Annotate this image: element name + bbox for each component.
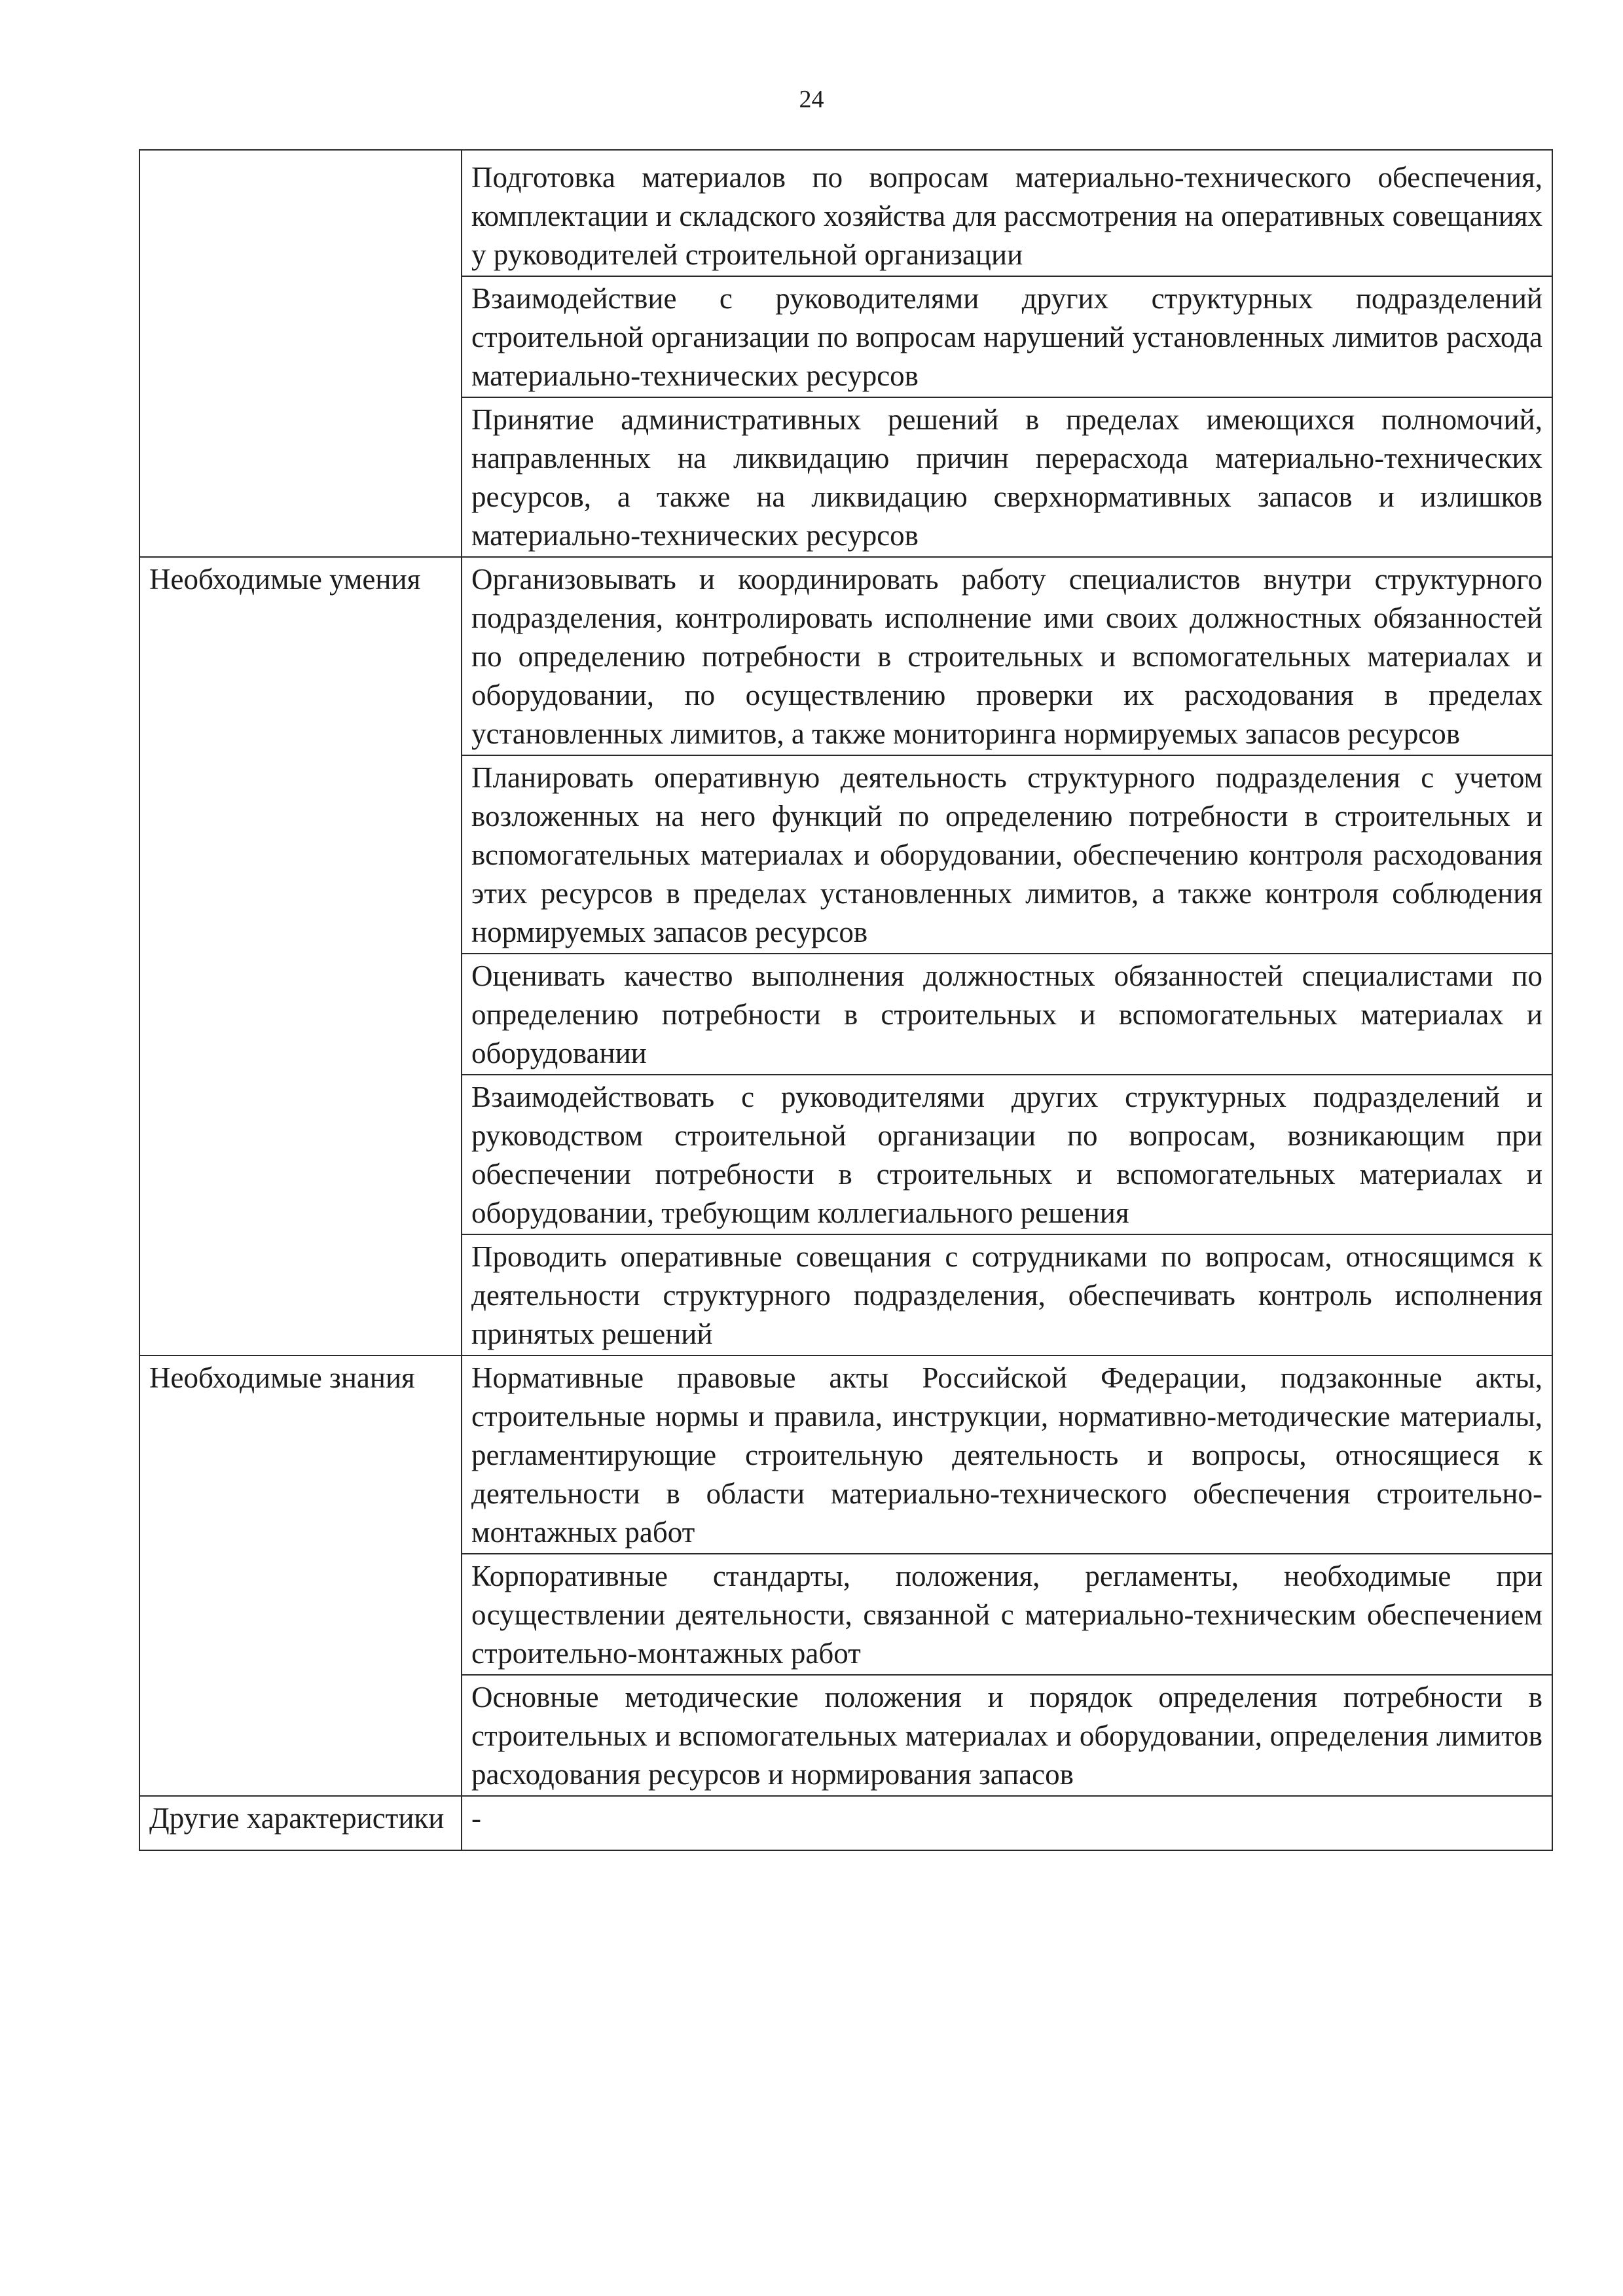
row-text: Планировать оперативную деятельность структурного подразделения с учетом возложенных на него функций по определению потребности в строительных и вспомогательных материалах и оборудовании, обеспечению контроля расходования этих ресурсов в пределах установленных лимитов, а также контроля соблюдения нормируемых запасов ресурсов: [462, 755, 1552, 954]
row-label: [139, 150, 462, 557]
row-label-skills: Необходимые умения: [139, 557, 462, 1355]
row-text: Основные методические положения и порядок определения потребности в строительных и вспомогательных материалах и оборудовании, определения лимитов расходования ресурсов и нормирования запасов: [462, 1675, 1552, 1796]
row-text: Взаимодействие с руководителями других структурных подразделений строительной организации по вопросам нарушений установленных лимитов расхода материально-технических ресурсов: [462, 276, 1552, 397]
row-text: Проводить оперативные совещания с сотрудниками по вопросам, относящимся к деятельности структурного подразделения, обеспечивать контроль исполнения принятых решений: [462, 1234, 1552, 1355]
row-text: Оценивать качество выполнения должностных обязанностей специалистами по определению потребности в строительных и вспомогательных материалах и оборудовании: [462, 954, 1552, 1075]
row-text: Корпоративные стандарты, положения, регламенты, необходимые при осуществлении деятельности, связанной с материально-техническим обеспечением строительно-монтажных работ: [462, 1554, 1552, 1675]
row-text: Принятие административных решений в пределах имеющихся полномочий, направленных на ликвидацию причин перерасхода материально-технических ресурсов, а также на ликвидацию сверхнормативных запасов и излишков материально-технических ресурсов: [462, 397, 1552, 557]
page-number: 24: [799, 86, 824, 113]
row-label-other: Другие характеристики: [139, 1796, 462, 1850]
row-text: Организовывать и координировать работу специалистов внутри структурного подразделения, контролировать исполнение ими своих должностных обязанностей по определению потребности в строительных и вспомогательных материалах и оборудовании, по осуществлению проверки их расходования в пределах установленных лимитов, а также мониторинга нормируемых запасов ресурсов: [462, 557, 1552, 755]
table-row: [139, 557, 1552, 755]
row-text: -: [462, 1796, 1552, 1850]
table-row: [139, 1796, 1552, 1850]
row-text: Подготовка материалов по вопросам материально-технического обеспечения, комплектации и складского хозяйства для рассмотрения на оперативных совещаниях у руководителей строительной организации: [462, 150, 1552, 276]
row-text: Взаимодействовать с руководителями других структурных подразделений и руководством строительной организации по вопросам, возникающим при обеспечении потребности в строительных и вспомогательных материалах и оборудовании, требующим коллегиального решения: [462, 1075, 1552, 1234]
row-label-knowledge: Необходимые знания: [139, 1355, 462, 1796]
row-text: Нормативные правовые акты Российской Федерации, подзаконные акты, строительные нормы и правила, инструкции, нормативно-методические материалы, регламентирующие строительную деятельность и вопросы, относящиеся к деятельности в области материально-технического обеспечения строительно-монтажных работ: [462, 1355, 1552, 1554]
table-row: [139, 150, 1552, 276]
table-row: [139, 1355, 1552, 1554]
requirements-table: [139, 149, 1553, 1851]
